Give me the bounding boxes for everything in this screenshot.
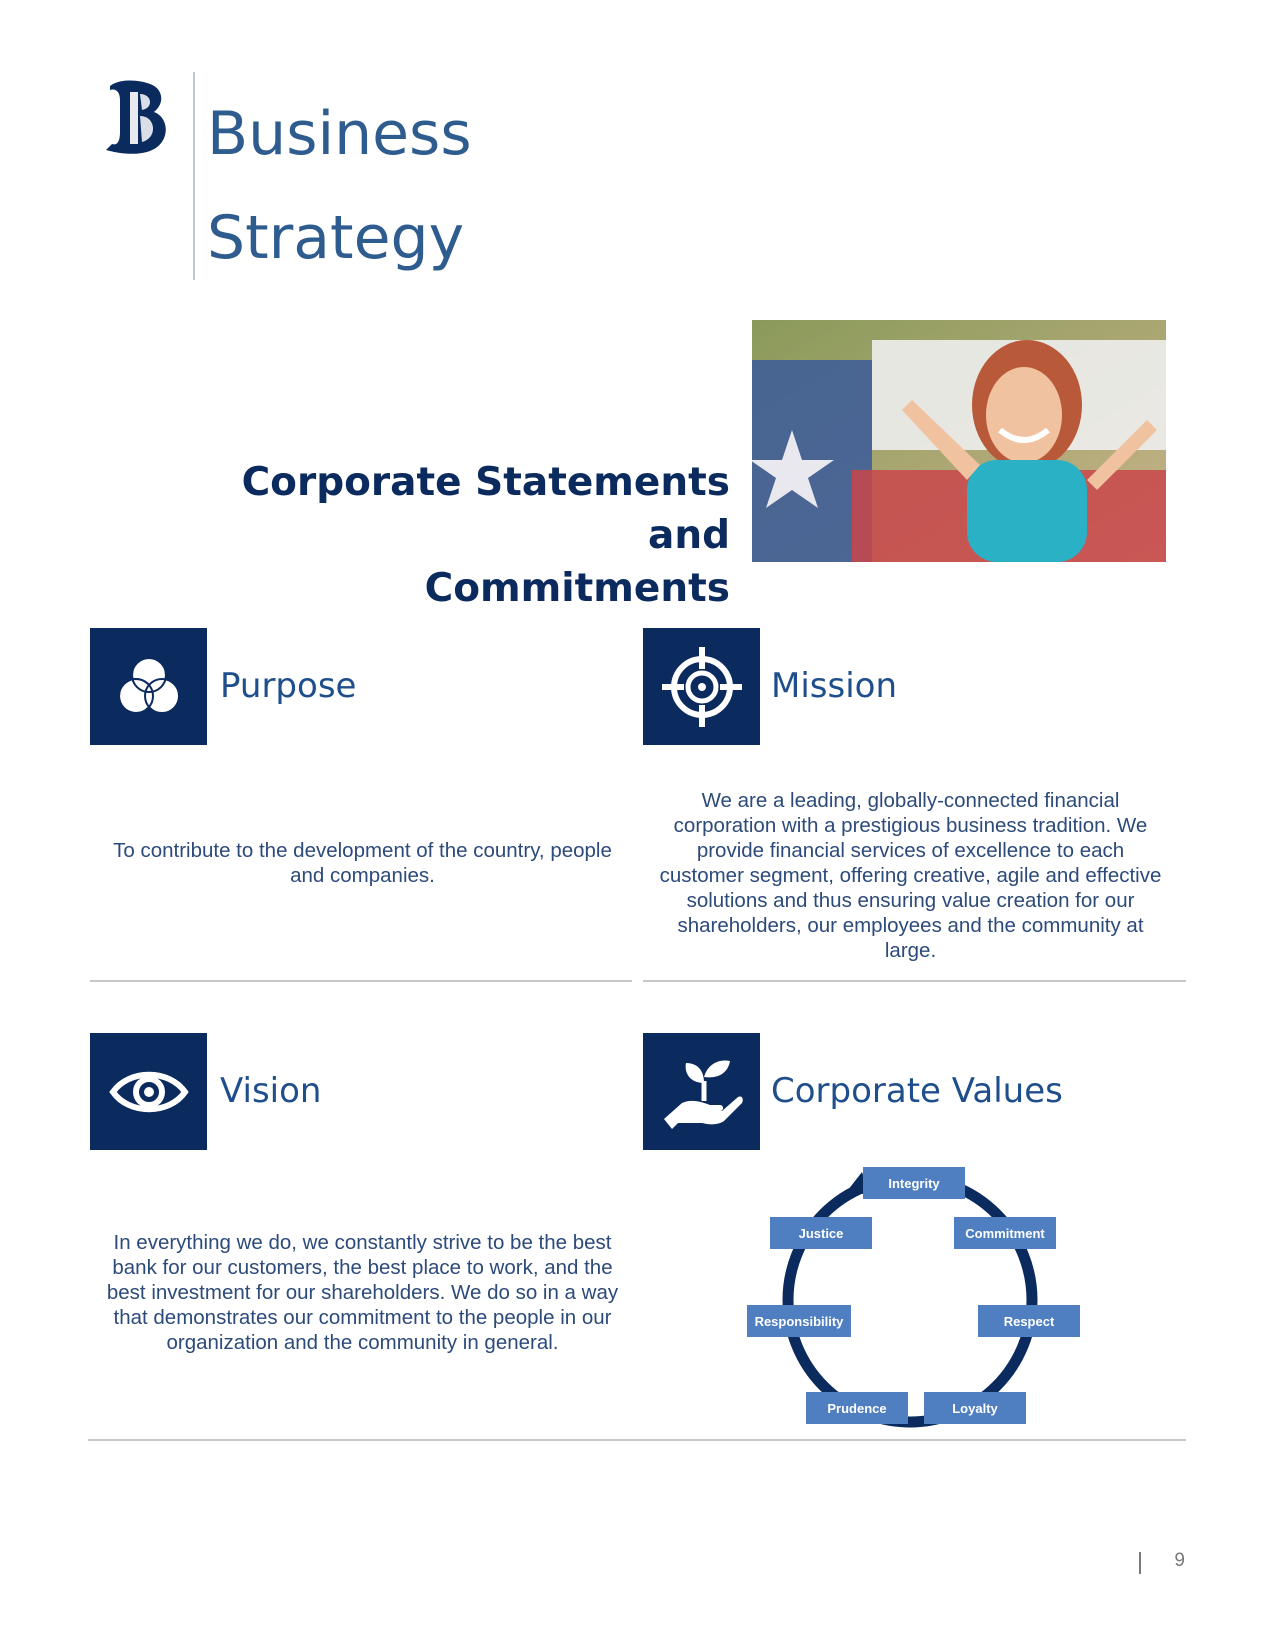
svg-text:Justice: Justice [798,1226,844,1241]
section-heading [150,456,730,615]
mission-icon-box [643,628,760,745]
purpose-title: Purpose [220,666,357,706]
mission-text: We are a leading, globally-connected financial corporation with a prestigious business tradition. We provide financial services of excellence to each customer segment, offering creative, agile and effective solutions and thus ensuring value creation for our shareholders, our employees and the community at large. [659,789,1162,962]
title-divider [193,72,195,280]
cycle-node-justice [770,1217,872,1249]
values-cycle-diagram [730,1160,1090,1430]
vision-icon-box [90,1033,207,1150]
values-icon-box [643,1033,760,1150]
hero-photo [752,320,1166,562]
cycle-node-commitment [954,1217,1056,1249]
svg-text:Responsibility: Responsibility [754,1314,844,1329]
hand-sprout-icon [660,1055,744,1129]
purpose-text: To contribute to the development of the country, people and companies. [113,839,612,887]
page-number-separator [1139,1552,1141,1574]
cycle-ring [788,1178,1032,1422]
svg-text:Commitment: Commitment [965,1226,1045,1241]
section-heading-line2: Commitments [424,566,730,611]
cycle-node-responsibility [747,1305,851,1337]
vision-text: In everything we do, we constantly strive to be the best bank for our customers, the best place to work, and the best investment for our shareholders. We do so in a way that demonstrates our commitment to the people in our organization and the community in general. [106,1231,619,1354]
target-crosshair-icon [660,645,744,729]
svg-text:Prudence: Prudence [827,1401,887,1416]
page-title-line2: Strategy [207,203,465,273]
section-heading-line1: Corporate Statements and [241,460,730,558]
page-number: 9 [1174,1550,1185,1571]
cycle-node-prudence [806,1392,908,1424]
divider-right-top [643,980,1186,982]
page-title-line1: Business [207,99,472,169]
svg-text:Loyalty: Loyalty [952,1401,998,1416]
values-title: Corporate Values [771,1071,1063,1111]
cycle-node-loyalty [924,1392,1026,1424]
cycle-node-integrity [863,1167,965,1199]
venn-circles-icon [112,650,186,724]
eye-icon [109,1067,189,1117]
logo-icon [100,76,172,158]
page-title [207,82,627,290]
svg-text:Respect: Respect [1003,1314,1055,1329]
vision-title: Vision [220,1071,322,1111]
mission-title: Mission [771,666,898,706]
divider-left-top [90,980,632,982]
divider-bottom [88,1439,1186,1441]
svg-text:Integrity: Integrity [888,1176,940,1191]
cycle-node-respect [978,1305,1080,1337]
purpose-icon-box [90,628,207,745]
